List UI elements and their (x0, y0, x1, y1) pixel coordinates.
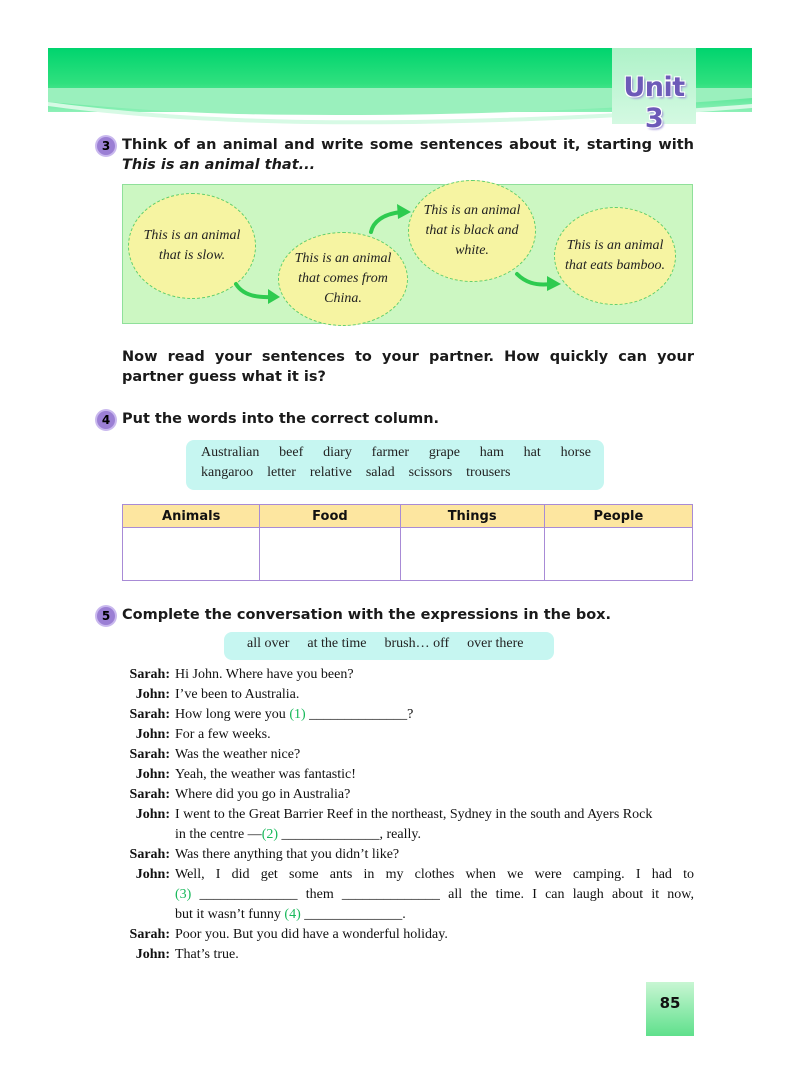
word: hat (523, 445, 541, 460)
conversation-line (122, 705, 694, 725)
line-text: Poor you. But you did have a wonderful holiday. (175, 927, 448, 942)
conversation-line (122, 805, 694, 845)
line-text: That’s true. (175, 947, 239, 962)
activity-5-instruction: Complete the conversation with the expressions in the box. (122, 607, 612, 623)
answer-cell[interactable] (123, 528, 260, 581)
word: trousers (466, 465, 511, 480)
speaker-label: John: (135, 687, 170, 702)
line-text: Was there anything that you didn’t like? (175, 847, 400, 862)
activity-3-follow-up: Now read your sentences to your partner. How quickly can your partner guess what it is? (122, 349, 694, 385)
line-text: I went to the Great Barrier Reef in the northeast, Sydney in the south and Ayers Rock in the centre —(2) ______________, really. (175, 807, 653, 842)
word: horse (560, 445, 591, 460)
conversation-line (122, 745, 694, 765)
speaker-label: Sarah: (129, 667, 170, 682)
word: letter (267, 465, 296, 480)
expression: all over (247, 636, 290, 651)
activity-3-instruction-text: Think of an animal and write some sentences about it, starting with (122, 137, 694, 153)
bubble-2: This is an animal that comes from China. (278, 232, 408, 326)
word: diary (323, 445, 352, 460)
arrow-3-icon (513, 268, 565, 296)
word: kangaroo (201, 465, 254, 480)
speaker-label: Sarah: (129, 707, 170, 722)
table-header-row (123, 505, 693, 528)
speaker-label: Sarah: (129, 927, 170, 942)
conversation-line (122, 765, 694, 785)
bubble-4: This is an animal that eats bamboo. (554, 207, 676, 305)
word-row-1 (201, 445, 591, 465)
activity-3-number: 3 (97, 137, 115, 155)
word: grape (428, 445, 460, 460)
word-columns-table (122, 504, 693, 581)
column-header: Things (400, 505, 544, 528)
speaker-label: John: (135, 767, 170, 782)
conversation-line (122, 925, 694, 945)
word: Australian (201, 445, 260, 460)
conversation-line (122, 845, 694, 865)
conversation-line (122, 725, 694, 745)
conversation-line (122, 785, 694, 805)
conversation-line (122, 685, 694, 705)
activity-4-number: 4 (97, 411, 115, 429)
line-text: Was the weather nice? (175, 747, 301, 762)
speaker-label: John: (135, 947, 170, 962)
word: farmer (371, 445, 409, 460)
column-header: Animals (123, 505, 260, 528)
column-header: People (544, 505, 692, 528)
answer-cell[interactable] (260, 528, 400, 581)
expression: over there (467, 636, 524, 651)
line-text: Hi John. Where have you been? (175, 667, 354, 682)
expression: at the time (307, 636, 367, 651)
blank-1[interactable]: (1) (289, 707, 306, 722)
bubble-3: This is an animal that is black and white. (408, 180, 536, 282)
expression: brush… off (384, 636, 450, 651)
activity-4-instruction: Put the words into the correct column. (122, 411, 440, 427)
page-number: 85 (659, 994, 681, 1012)
table-answer-row (123, 528, 693, 581)
line-text: For a few weeks. (175, 727, 271, 742)
speaker-label: Sarah: (129, 747, 170, 762)
line-text: How long were you (1) ______________? (175, 707, 414, 722)
conversation-line (122, 865, 694, 925)
expression-box (224, 632, 554, 660)
answer-cell[interactable] (544, 528, 692, 581)
blank-4[interactable]: (4) (284, 907, 301, 922)
speaker-label: John: (135, 727, 170, 742)
line-text: Yeah, the weather was fantastic! (175, 767, 356, 782)
speaker-label: Sarah: (129, 847, 170, 862)
conversation-line (122, 945, 694, 965)
word: salad (365, 465, 395, 480)
activity-3-instruction (122, 135, 694, 175)
blank-3[interactable]: (3) (175, 887, 192, 902)
word: beef (279, 445, 304, 460)
word-box (186, 440, 604, 490)
unit-title: Unit 3 (623, 72, 685, 134)
column-header: Food (260, 505, 400, 528)
word-row-2 (201, 465, 591, 485)
line-text: Where did you go in Australia? (175, 787, 351, 802)
conversation-line (122, 665, 694, 685)
activity-3-instruction-italic: This is an animal that... (122, 157, 316, 173)
word: scissors (408, 465, 453, 480)
word: ham (479, 445, 504, 460)
blank-2[interactable]: (2) (261, 827, 279, 842)
answer-cell[interactable] (400, 528, 544, 581)
conversation (122, 665, 694, 965)
arrow-1-icon (230, 280, 286, 310)
word: relative (309, 465, 352, 480)
speaker-label: Sarah: (129, 787, 170, 802)
bubble-1: This is an animal that is slow. (128, 193, 256, 299)
line-text: Well, I did get some ants in my clothes when we were camping. I had to (3) ______________ them ______________ all the time. I can laugh about it now, but it wasn’t funny (4) ______________. (175, 867, 694, 922)
arrow-2-icon (365, 200, 415, 236)
line-text: I’ve been to Australia. (175, 687, 300, 702)
speaker-label: John: (135, 807, 170, 822)
activity-5-number: 5 (97, 607, 115, 625)
speaker-label: John: (135, 867, 170, 882)
